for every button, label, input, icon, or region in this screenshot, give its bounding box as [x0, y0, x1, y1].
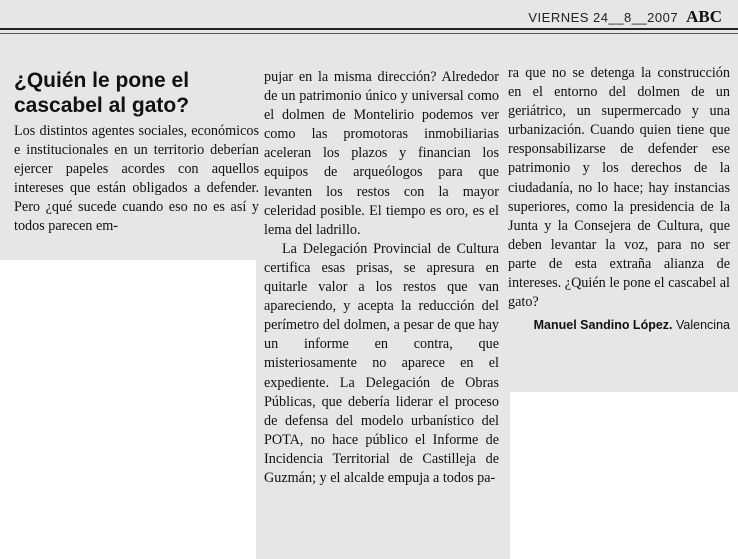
header-rule: [0, 28, 738, 30]
column-2-paragraph-1: pujar en la misma dirección? Alrededor de un patrimonio único y universal como el dolmen de Montelirio podemos ver como las promotoras inmobiliarias aceleran los plazos y financian los equipos de arqueólogos para que levanten los restos con la mayor celeridad posible. El tiempo es oro, es el lema del ladrillo.: [264, 69, 499, 238]
column-3: [508, 64, 730, 335]
issue-header: [528, 7, 722, 27]
blank-area-right: [510, 392, 738, 559]
column-2: [264, 68, 499, 488]
issue-date: VIERNES 24__8__2007: [528, 10, 679, 25]
author-location: Valencina: [676, 318, 730, 333]
author-name: Manuel Sandino López.: [533, 318, 673, 333]
column-1-text: Los distintos agentes sociales, económicos e institucionales en un territorio deberían ejercer papeles acordes con aquellos intereses que están obligados a defender. Pero ¿qué sucede cuando eso no es así y todos parecen em-: [14, 123, 259, 235]
newspaper-logo: ABC: [686, 7, 722, 26]
blank-area-left: [0, 260, 256, 559]
header-rule-thin: [0, 33, 738, 34]
article-title: ¿Quién le pone el cascabel al gato?: [14, 69, 190, 117]
column-3-text: ra que no se detenga la construcción en el entorno del dolmen de un geriátrico, un supermercado y una urbanización. Cuando quien tiene que responsabilizarse de defender ese patrimonio y los derechos de la ciudadanía, no lo hace; hay instancias superiores, como la presidencia de la Junta y la Consejera de Cultura, que deben levantar la voz, para no ser parte de esta extraña alianza de intereses. ¿Quién le pone el cascabel al gato?: [508, 65, 730, 311]
column-2-paragraph-2: La Delegación Provincial de Cultura certifica esas prisas, se apresura en quitarle valor a los restos que van apareciendo, y acepta la reducción del perímetro del dolmen, a pesar de que hay un informe en contra, que misteriosamente no aparece en el expediente. La Delegación de Obras Públicas, que debería liderar el proceso de defensa del modelo urbanístico del POTA, no hace público el Informe de Incidencia Territorial de Castilleja de Guzmán; y el alcalde empuja a todos pa-: [264, 240, 499, 486]
column-1: [14, 68, 259, 237]
signature: [508, 316, 730, 335]
